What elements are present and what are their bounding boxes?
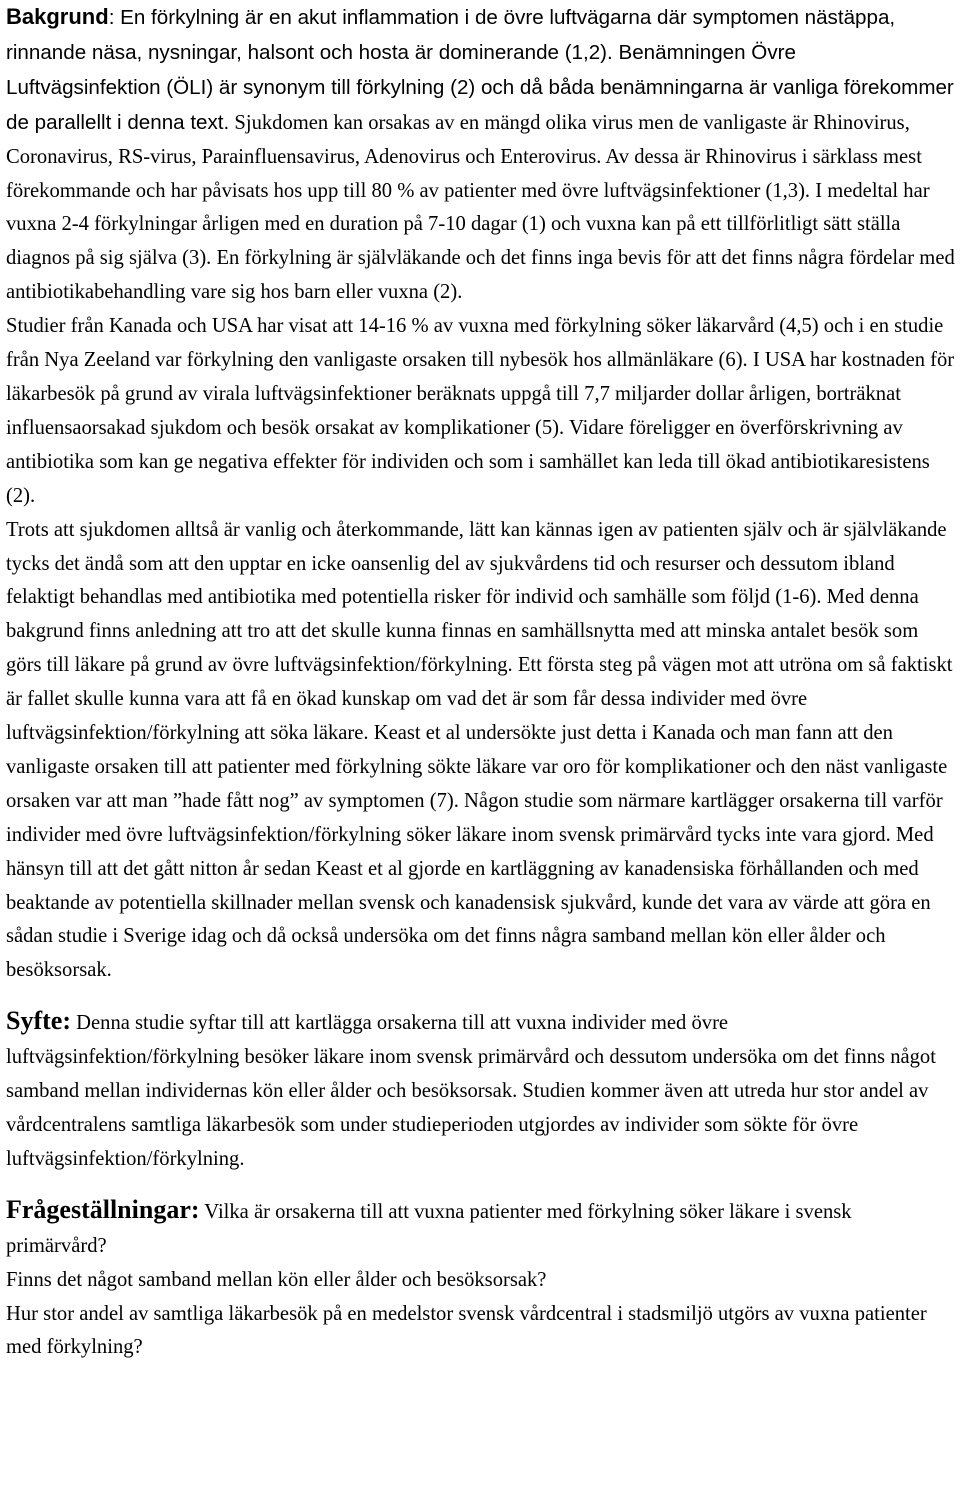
syfte-paragraph <box>6 1004 956 1177</box>
bakgrund-paragraph-3: Trots att sjukdomen alltså är vanlig och återkommande, lätt kan kännas igen av patienten själv och är självläkande tycks det ändå som att den upptar en icke oansenlig del av sjukvårdens tid och resurser och dessutom ibland felaktigt behandlas med antibiotika med potentiella risker för individ och samhälle som följd (1-6). Med denna bakgrund finns anledning att tro att det skulle kunna finnas en samhällsnytta med att minska antalet besök som görs till läkare på grund av övre luftvägsinfektion/förkylning. Ett första steg på vägen mot att utröna om så faktiskt är fallet skulle kunna vara att få en ökad kunskap om vad det är som får dessa individer med övre luftvägsinfektion/förkylning att söka läkare. Keast et al undersökte just detta i Kanada och man fann att den vanligaste orsaken till att patienter med förkylning sökte läkare var oro för komplikationer och den näst vanligaste orsaken var att man ”hade fått nog” av symptomen (7). Någon studie som närmare kartlägger orsakerna till varför individer med övre luftvägsinfektion/förkylning söker läkare inom svensk primärvård tycks inte vara gjord. Med hänsyn till att det gått nitton år sedan Keast et al gjorde en kartläggning av kanadensiska förhållanden och med beaktande av potentiella skillnader mellan svensk och kanadensisk sjukvård, kunde det vara av värde att göra en sådan studie i Sverige idag och då också undersöka om det finns några samband mellan kön eller ålder och besöksorsak. <box>6 518 953 982</box>
bakgrund-heading: Bakgrund <box>6 4 109 29</box>
bakgrund-paragraph <box>6 0 956 310</box>
fragestallning-3: Hur stor andel av samtliga läkarbesök på en medelstor svensk vårdcentral i stadsmiljö utgörs av vuxna patienter med förkylning? <box>6 1302 927 1359</box>
syfte-heading: Syfte: <box>6 1006 71 1036</box>
fragestallningar-heading: Frågeställningar: <box>6 1194 200 1224</box>
syfte-body-text: Denna studie syftar till att kartlägga orsakerna till att vuxna individer med övre luftvägsinfektion/förkylning besöker läkare inom svensk primärvård och dessutom undersöka om det finns något samband mellan individernas kön eller ålder och besöksorsak. Studien kommer även att utreda hur stor andel av vårdcentralens samtliga läkarbesök som under studieperioden utgjordes av individer som sökte för övre luftvägsinfektion/förkylning. <box>6 1012 936 1170</box>
bakgrund-heading-colon: : <box>108 6 115 29</box>
fragestallningar-paragraph <box>6 1193 956 1264</box>
bakgrund-body-text: Sjukdomen kan orsakas av en mängd olika virus men de vanligaste är Rhinovirus, Coronavirus, RS-virus, Parainfluensavirus, Adenovirus och Enterovirus. Av dessa är Rhinovirus i särklass mest förekommande och har påvisats hos upp till 80 % av patienter med övre luftvägsinfektioner (1,3). I medeltal har vuxna 2-4 förkylningar årligen med en duration på 7-10 dagar (1) och vuxna kan på ett tillförlitligt sätt ställa diagnos på sig själva (3). En förkylning är självläkande och det finns inga bevis för att det finns några fördelar med antibiotikabehandling vare sig hos barn eller vuxna (2). <box>6 111 955 304</box>
bakgrund-lead-text: En förkylning är en akut inflammation i de övre luftvägarna där symptomen nästäppa, rinnande näsa, nysningar, halsont och hosta är dominerande (1,2). Benämningen Övre Luftvägsinfektion (ÖLI) är synonym till förkylning (2) och då båda benämningarna är vanliga förekommer de parallellt i denna text. <box>6 6 954 134</box>
fragestallning-2: Finns det något samband mellan kön eller ålder och besöksorsak? <box>6 1268 547 1291</box>
fragestallning-1: Vilka är orsakerna till att vuxna patienter med förkylning söker läkare i svensk primärvård? <box>6 1200 852 1257</box>
document-page <box>6 0 956 1365</box>
bakgrund-paragraph-2: Studier från Kanada och USA har visat att 14-16 % av vuxna med förkylning söker läkarvård (4,5) och i en studie från Nya Zeeland var förkylning den vanligaste orsaken till nybesök hos allmänläkare (6). I USA har kostnaden för läkarbesök på grund av virala luftvägsinfektioner beräknats uppgå till 7,7 miljarder dollar årligen, borträknat influensaorsakad sjukdom och besök orsakat av komplikationer (5). Vidare föreligger en överförskrivning av antibiotika som kan ge negativa effekter för individen och som i samhället kan leda till ökad antibiotikaresistens (2). <box>6 315 955 507</box>
